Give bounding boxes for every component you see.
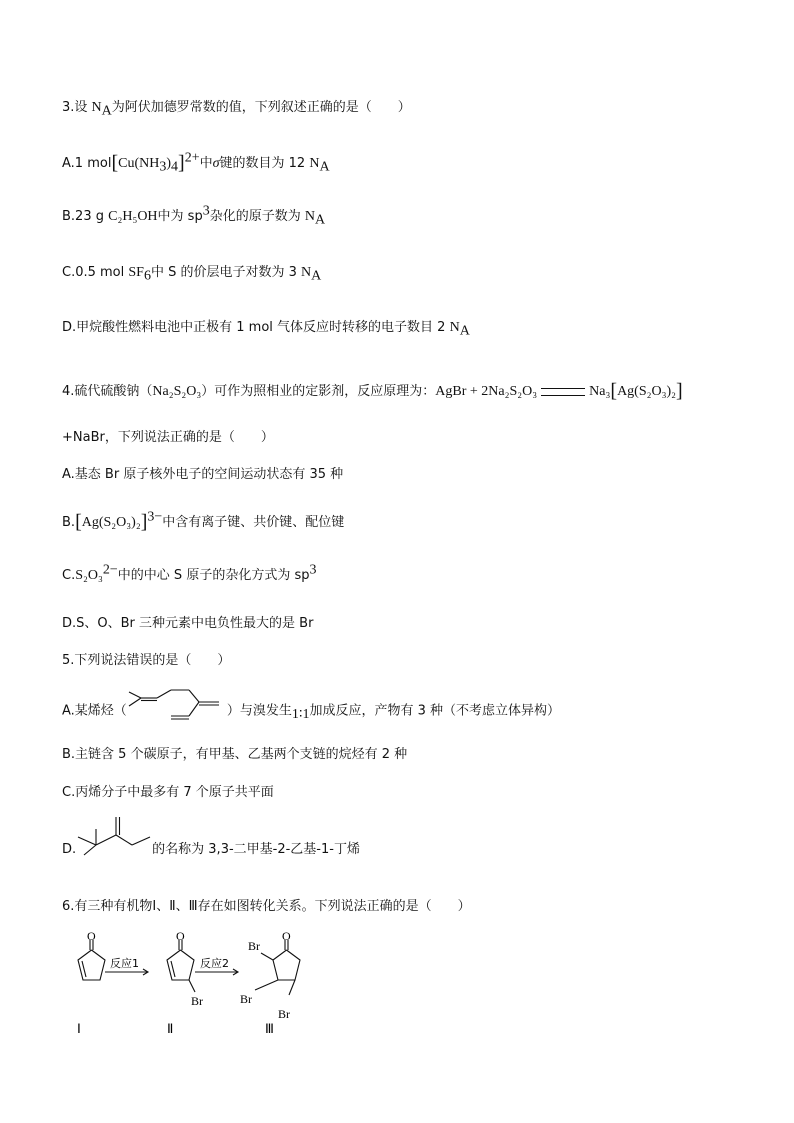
bromine-label: Br <box>278 1007 290 1021</box>
text: 的名称为 3,3-二甲基-2-乙基-1-丁烯 <box>152 842 360 857</box>
q4-option-b <box>62 509 345 533</box>
q4-option-a <box>62 465 343 485</box>
q4-stem-text: 4.硫代硫酸钠（ <box>62 384 153 399</box>
alkene-structure-icon <box>127 688 227 724</box>
option-c-label: C. <box>62 568 76 583</box>
bromine-label: Br <box>240 992 252 1006</box>
q4-stem-text-3: +NaBr，下列说法正确的是（ ） <box>62 430 274 445</box>
subscript: 3 <box>159 159 167 175</box>
q3-option-c <box>62 263 321 283</box>
right-bracket-icon: ] <box>178 152 185 174</box>
text: 中含有离子键、共价键、配位键 <box>162 515 345 530</box>
left-bracket-icon: [ <box>111 152 119 174</box>
q5-stem <box>62 651 230 671</box>
subscript: 4 <box>171 159 179 175</box>
left-bracket-icon: [ <box>75 511 82 533</box>
q5-option-a <box>62 698 560 724</box>
compound-1-label: Ⅰ <box>77 1021 81 1036</box>
complex-formula: Cu(NH <box>118 156 160 171</box>
na-subscript: A <box>101 103 112 119</box>
option-a-label: A.某烯烃（ <box>62 703 127 719</box>
option-a-text: A.基态 Br 原子核外电子的空间运动状态有 35 种 <box>62 467 344 482</box>
charge: 3− <box>147 509 163 525</box>
na-subscript: A <box>314 212 326 228</box>
double-line-arrow-icon <box>541 388 585 396</box>
oxygen-label: O <box>176 929 185 943</box>
q3-stem <box>62 98 411 118</box>
option-b-text: B.主链含 5 个碳原子，有甲基、乙基两个支链的烷烃有 2 种 <box>62 747 408 762</box>
text: ）与溴发生 <box>226 703 292 719</box>
option-d-text: D.S、O、Br 三种元素中电负性最大的是 Br <box>62 616 314 631</box>
reaction-scheme <box>55 930 345 1040</box>
arrow1-label: 反应1 <box>110 957 139 970</box>
q4-stem-line2 <box>62 428 274 448</box>
text: 中的中心 S 原子的杂化方式为 sp <box>117 568 310 583</box>
na-symbol: N <box>309 156 320 171</box>
charge: 2+ <box>184 150 200 166</box>
thiosulfate-ion: S₂O₃ <box>75 568 103 583</box>
na-subscript: A <box>311 268 322 284</box>
sf6-formula: SF <box>128 265 144 280</box>
silver-complex: Ag(S₂O₃)₂ <box>617 384 677 399</box>
superscript: 3 <box>309 562 317 578</box>
q4-stem <box>62 382 683 402</box>
subscript: 6 <box>143 268 151 284</box>
compound-3-label: Ⅲ <box>265 1021 274 1036</box>
text: 键的数目为 12 <box>219 156 310 171</box>
option-b-label: B.23 g <box>62 209 109 224</box>
ratio: 1∶1 <box>291 706 310 722</box>
q4-option-d <box>62 614 313 634</box>
thiosulfate-formula: Na₂S₂O₃ <box>152 384 202 399</box>
ethanol-formula: C₂H₅OH <box>108 209 158 224</box>
text: 杂化的原子数为 <box>209 209 305 224</box>
sigma-symbol: σ <box>212 156 220 171</box>
q6-stem-text: 6.有三种有机物Ⅰ、Ⅱ、Ⅲ存在如图转化关系。下列说法正确的是（ ） <box>62 899 471 914</box>
bromine-label: Br <box>248 939 260 953</box>
reaction-scheme-svg <box>55 930 345 1040</box>
arrow2-label: 反应2 <box>200 957 229 970</box>
bromine-label: Br <box>191 994 203 1008</box>
text: 中为 sp <box>157 209 203 224</box>
q3-option-a <box>62 150 330 175</box>
q5-option-b <box>62 745 407 765</box>
q3-stem-text: 3.设 <box>62 100 92 115</box>
na-symbol: N <box>449 320 460 335</box>
text: 加成反应，产物有 3 种（不考虑立体异构） <box>309 703 561 719</box>
na-symbol: N <box>91 100 102 115</box>
right-bracket-icon: ] <box>676 380 683 402</box>
paren-close: ) <box>166 156 172 171</box>
option-c-label: C.0.5 mol <box>62 265 129 280</box>
reaction-reactants: AgBr + 2Na₂S₂O₃ <box>435 384 538 399</box>
option-c-text: C.丙烯分子中最多有 7 个原子共平面 <box>62 785 274 800</box>
option-a-label: A.1 mol <box>62 156 112 171</box>
q3-option-b <box>62 203 326 228</box>
right-bracket-icon: ] <box>140 511 148 533</box>
charge: 2− <box>102 562 118 578</box>
option-d-text: D.甲烷酸性燃料电池中正极有 1 mol 气体反应时转移的电子数目 2 <box>62 320 450 335</box>
alkene-skeletal-icon <box>76 817 152 859</box>
text: 中 <box>199 156 213 171</box>
q5-option-d <box>62 840 360 860</box>
text: 中 S 的价层电子对数为 3 <box>150 265 302 280</box>
q3-option-d <box>62 318 470 338</box>
left-bracket-icon: [ <box>610 380 618 402</box>
option-b-label: B. <box>62 515 76 530</box>
option-d-label: D. <box>62 842 77 857</box>
na-symbol: N <box>304 209 315 224</box>
q4-option-c <box>62 562 317 586</box>
silver-complex: Ag(S₂O₃)₂ <box>81 515 141 530</box>
q3-stem-text-2: 为阿伏加德罗常数的值，下列叙述正确的是（ ） <box>111 100 411 115</box>
q6-stem <box>62 897 471 917</box>
superscript: 3 <box>202 203 210 219</box>
oxygen-label: O <box>282 929 291 943</box>
na-symbol: N <box>301 265 312 280</box>
na-subscript: A <box>459 323 470 339</box>
na-subscript: A <box>319 159 330 175</box>
compound-2-label: Ⅱ <box>167 1021 174 1036</box>
q5-stem-text: 5.下列说法错误的是（ ） <box>62 653 231 668</box>
q4-stem-text-2: ）可作为照相业的定影剂，反应原理为： <box>201 384 436 399</box>
q5-option-c <box>62 783 274 803</box>
oxygen-label: O <box>87 929 96 943</box>
reaction-product: Na₃ <box>589 384 611 399</box>
